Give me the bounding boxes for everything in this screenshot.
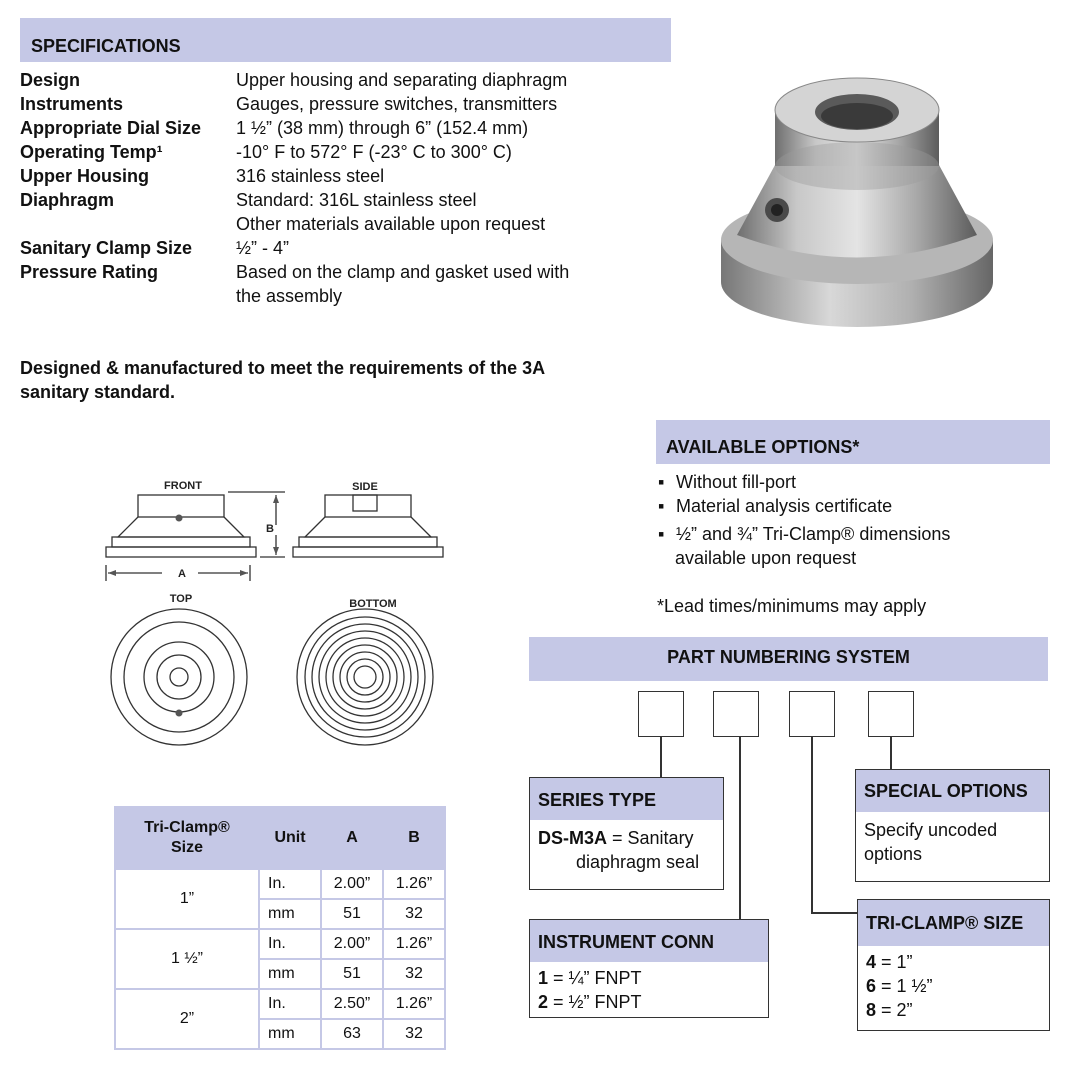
part-code-box-series xyxy=(638,691,684,737)
cell-unit: mm xyxy=(259,1019,321,1049)
part-numbering-header xyxy=(529,637,1048,681)
instrument-conn-box xyxy=(529,919,769,1018)
series-type-desc1: = Sanitary xyxy=(607,828,694,848)
standard-note-line2: sanitary standard. xyxy=(20,382,176,402)
special-options-line1: Specify uncoded xyxy=(864,820,998,840)
spec-key: Sanitary Clamp Size xyxy=(20,238,193,258)
col-header-tri-clamp: Tri-Clamp® xyxy=(144,819,230,836)
cell-size: 2” xyxy=(115,989,259,1049)
spec-value: ½” - 4” xyxy=(236,238,290,258)
col-header-unit: Unit xyxy=(259,807,321,869)
instrument-conn-title: INSTRUMENT CONN xyxy=(530,920,768,962)
special-options-box xyxy=(855,769,1050,882)
cell-b: 32 xyxy=(383,1019,445,1049)
cell-unit: In. xyxy=(259,869,321,899)
dimensions-table xyxy=(114,806,446,1050)
bullet-icon: ▪ xyxy=(658,496,665,516)
option-item xyxy=(658,494,892,518)
connector-line xyxy=(739,737,741,920)
tri-clamp-size-opt: 4 = 1” xyxy=(866,952,913,972)
special-options-body xyxy=(856,812,1049,872)
cell-size: 1” xyxy=(115,869,259,929)
product-photo xyxy=(715,70,1000,335)
table-row xyxy=(115,989,445,1019)
option-label: ½” and ¾” Tri-Clamp® dimensions xyxy=(676,524,951,544)
spec-row-diaphragm xyxy=(20,188,477,212)
cell-unit: In. xyxy=(259,929,321,959)
spec-value: the assembly xyxy=(236,286,343,306)
table-header-row xyxy=(115,807,445,869)
spec-value: -10° F to 572° F (-23° C to 300° C) xyxy=(236,142,512,162)
cell-a: 51 xyxy=(321,959,383,989)
spec-key: Pressure Rating xyxy=(20,262,159,282)
label-bottom: BOTTOM xyxy=(349,598,397,610)
tri-clamp-size-opt: 8 = 2” xyxy=(866,1000,913,1020)
cell-unit: mm xyxy=(259,959,321,989)
table-row xyxy=(115,869,445,899)
tri-clamp-size-title: TRI-CLAMP® SIZE xyxy=(858,900,1049,946)
option-label: Material analysis certificate xyxy=(676,496,893,516)
instrument-conn-opt: 1 = ¼” FNPT xyxy=(538,968,642,988)
dimension-drawing xyxy=(100,475,460,775)
instrument-conn-opt: 2 = ½” FNPT xyxy=(538,992,642,1012)
label-front: FRONT xyxy=(164,480,202,492)
cell-b: 1.26” xyxy=(383,989,445,1019)
spec-row-diaphragm-cont xyxy=(20,212,545,236)
instrument-conn-body xyxy=(530,962,768,1020)
label-dim-a: A xyxy=(178,568,186,580)
spec-row-pressure-rating-cont xyxy=(20,284,342,308)
spec-value: Standard: 316L stainless steel xyxy=(236,190,477,210)
specifications-title: SPECIFICATIONS xyxy=(31,36,181,56)
option-label-cont: available upon request xyxy=(675,548,857,568)
spec-key: Upper Housing xyxy=(20,166,149,186)
spec-value: Gauges, pressure switches, transmitters xyxy=(236,94,558,114)
part-numbering-title: PART NUMBERING SYSTEM xyxy=(667,647,910,667)
label-side: SIDE xyxy=(352,481,378,493)
tri-clamp-size-opt: 6 = 1 ½” xyxy=(866,976,933,996)
cell-a: 2.00” xyxy=(321,869,383,899)
connector-line xyxy=(890,737,892,769)
spec-row-upper-housing xyxy=(20,164,384,188)
table-row xyxy=(115,929,445,959)
connector-line xyxy=(811,737,813,913)
connector-line xyxy=(811,912,857,914)
spec-key: Operating Temp¹ xyxy=(20,142,163,162)
series-type-code: DS-M3A xyxy=(538,828,608,848)
spec-value: Other materials available upon request xyxy=(236,214,546,234)
cell-a: 51 xyxy=(321,899,383,929)
option-item xyxy=(658,522,950,546)
spec-row-design xyxy=(20,68,567,92)
standard-note-line1: Designed & manufactured to meet the requirements of the 3A xyxy=(20,358,546,378)
spec-value: Upper housing and separating diaphragm xyxy=(236,70,568,90)
bullet-icon: ▪ xyxy=(658,472,665,492)
bullet-icon: ▪ xyxy=(658,524,665,544)
specifications-header xyxy=(20,18,671,62)
cell-a: 2.00” xyxy=(321,929,383,959)
connector-line xyxy=(660,737,662,777)
spec-key: Design xyxy=(20,70,81,90)
spec-row-pressure-rating xyxy=(20,260,569,284)
cell-b: 32 xyxy=(383,959,445,989)
label-dim-b: B xyxy=(266,523,274,535)
spec-value: 316 stainless steel xyxy=(236,166,385,186)
spec-value: Based on the clamp and gasket used with xyxy=(236,262,570,282)
col-header-b: B xyxy=(383,807,445,869)
spec-row-instruments xyxy=(20,92,557,116)
available-options-header xyxy=(656,420,1050,464)
options-footnote xyxy=(657,594,926,618)
standard-note xyxy=(20,356,545,404)
cell-unit: mm xyxy=(259,899,321,929)
cell-unit: In. xyxy=(259,989,321,1019)
cell-a: 63 xyxy=(321,1019,383,1049)
cell-b: 32 xyxy=(383,899,445,929)
spec-value: 1 ½” (38 mm) through 6” (152.4 mm) xyxy=(236,118,529,138)
series-type-desc2: diaphragm seal xyxy=(576,852,700,872)
spec-key: Instruments xyxy=(20,94,124,114)
tri-clamp-size-body xyxy=(858,946,1049,1028)
series-type-body xyxy=(530,820,723,880)
special-options-line2: options xyxy=(864,844,923,864)
spec-row-clamp-size xyxy=(20,236,289,260)
col-header-a: A xyxy=(321,807,383,869)
option-label: Without fill-port xyxy=(676,472,797,492)
col-header-size-label: Size xyxy=(170,839,203,856)
col-header-size xyxy=(115,807,259,869)
option-item-cont xyxy=(675,546,856,570)
part-code-box-size xyxy=(789,691,835,737)
label-top: TOP xyxy=(169,593,193,605)
cell-a: 2.50” xyxy=(321,989,383,1019)
spec-key: Diaphragm xyxy=(20,190,115,210)
cell-size: 1 ½” xyxy=(115,929,259,989)
spec-row-dial-size xyxy=(20,116,528,140)
series-type-title: SERIES TYPE xyxy=(530,778,723,820)
special-options-title: SPECIAL OPTIONS xyxy=(856,770,1049,812)
part-code-box-conn xyxy=(713,691,759,737)
options-footnote-text: *Lead times/minimums may apply xyxy=(657,596,927,616)
option-item xyxy=(658,470,796,494)
part-code-box-special xyxy=(868,691,914,737)
spec-key: Appropriate Dial Size xyxy=(20,118,202,138)
cell-b: 1.26” xyxy=(383,869,445,899)
series-type-box xyxy=(529,777,724,890)
tri-clamp-size-box xyxy=(857,899,1050,1031)
available-options-title: AVAILABLE OPTIONS* xyxy=(666,437,860,457)
spec-row-operating-temp xyxy=(20,140,512,164)
cell-b: 1.26” xyxy=(383,929,445,959)
